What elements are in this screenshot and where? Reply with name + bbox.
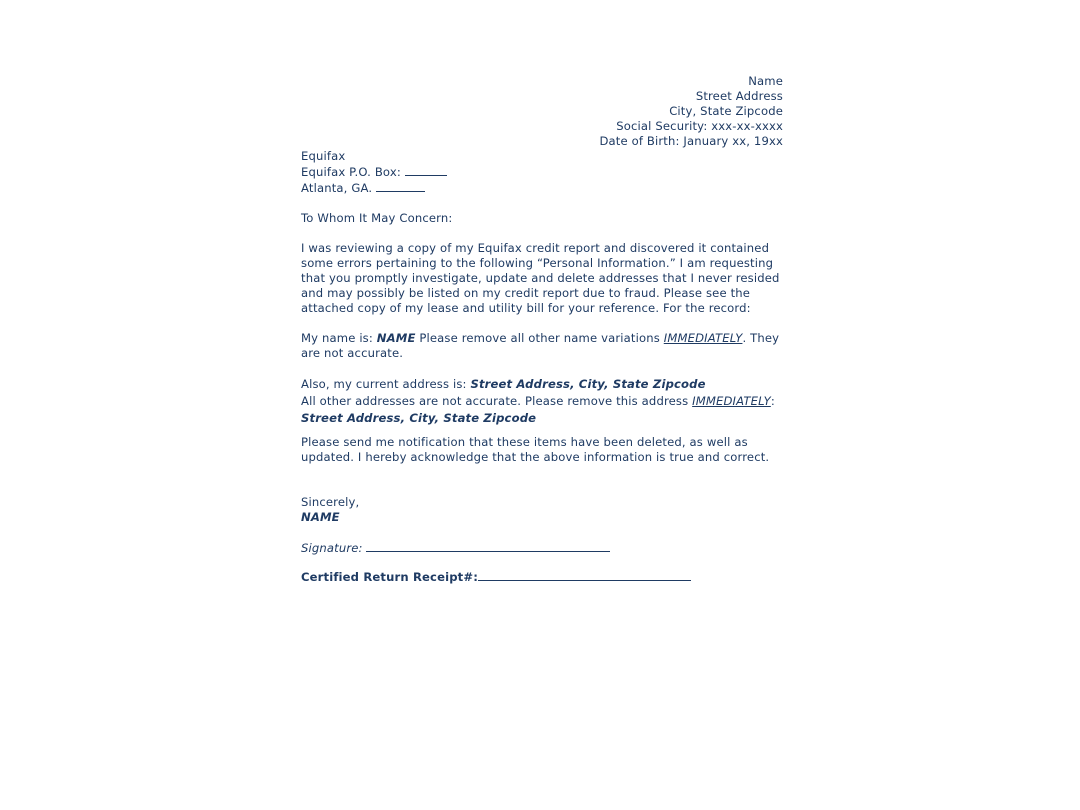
recipient-name: Equifax (301, 149, 346, 163)
recipient-po-box (301, 164, 783, 180)
signature-line (301, 540, 783, 556)
paragraph-2 (301, 331, 783, 361)
receipt-blank (478, 569, 691, 581)
closing-name-placeholder: NAME (301, 510, 340, 524)
sender-city-state-zip: City, State Zipcode (669, 104, 783, 118)
recipient-block (301, 149, 783, 196)
signature-blank (366, 540, 610, 552)
immediately-emphasis: IMMEDIATELY (663, 331, 743, 345)
paragraph-4: Please send me notification that these items have been deleted, as well as updated. I hereby acknowledge that the above information is true and correct. (301, 435, 770, 464)
paragraph-1: I was reviewing a copy of my Equifax credit report and discovered it contained some errors pertaining to the following “Personal Information.” I am requesting that you promptly investigate, update and delete addresses that I never resided and may possibly be listed on my credit report due to fraud. Please see the attached copy of my lease and utility bill for your reference. For the record: (301, 241, 780, 315)
receipt-line (301, 569, 783, 585)
paragraph-3 (301, 376, 783, 427)
name-suffix: . They are not accurate. (301, 331, 780, 360)
po-box-label: Equifax P.O. Box: (301, 165, 401, 179)
name-prefix: My name is: (301, 331, 373, 345)
remove-address-line (301, 410, 783, 427)
current-address-prefix: Also, my current address is: (301, 377, 467, 391)
sender-block (301, 74, 783, 149)
po-box-blank (405, 164, 447, 176)
other-addresses-line (301, 393, 783, 410)
sender-dob: Date of Birth: January xx, 19xx (599, 134, 783, 148)
recipient-city-state (301, 180, 783, 196)
closing-block (301, 495, 783, 585)
current-address: Street Address, City, State Zipcode (470, 377, 706, 391)
current-address-line (301, 376, 783, 393)
signature-label: Signature: (301, 541, 363, 555)
name-middle: Please remove all other name variations (419, 331, 660, 345)
receipt-label: Certified Return Receipt#: (301, 570, 479, 584)
name-placeholder: NAME (376, 331, 416, 345)
sender-name: Name (748, 74, 783, 88)
immediately-emphasis-2: IMMEDIATELY (692, 394, 771, 408)
zip-blank (376, 180, 425, 192)
other-addresses-suffix: : (770, 394, 775, 408)
other-addresses-text: All other addresses are not accurate. Please remove this address (301, 394, 689, 408)
city-state-label: Atlanta, GA. (301, 181, 373, 195)
sincerely: Sincerely, (301, 495, 360, 509)
sender-street: Street Address (695, 89, 783, 103)
sender-ssn: Social Security: xxx-xx-xxxx (616, 119, 783, 133)
salutation: To Whom It May Concern: (301, 211, 453, 225)
letter-page (301, 74, 783, 585)
remove-address: Street Address, City, State Zipcode (301, 411, 537, 425)
